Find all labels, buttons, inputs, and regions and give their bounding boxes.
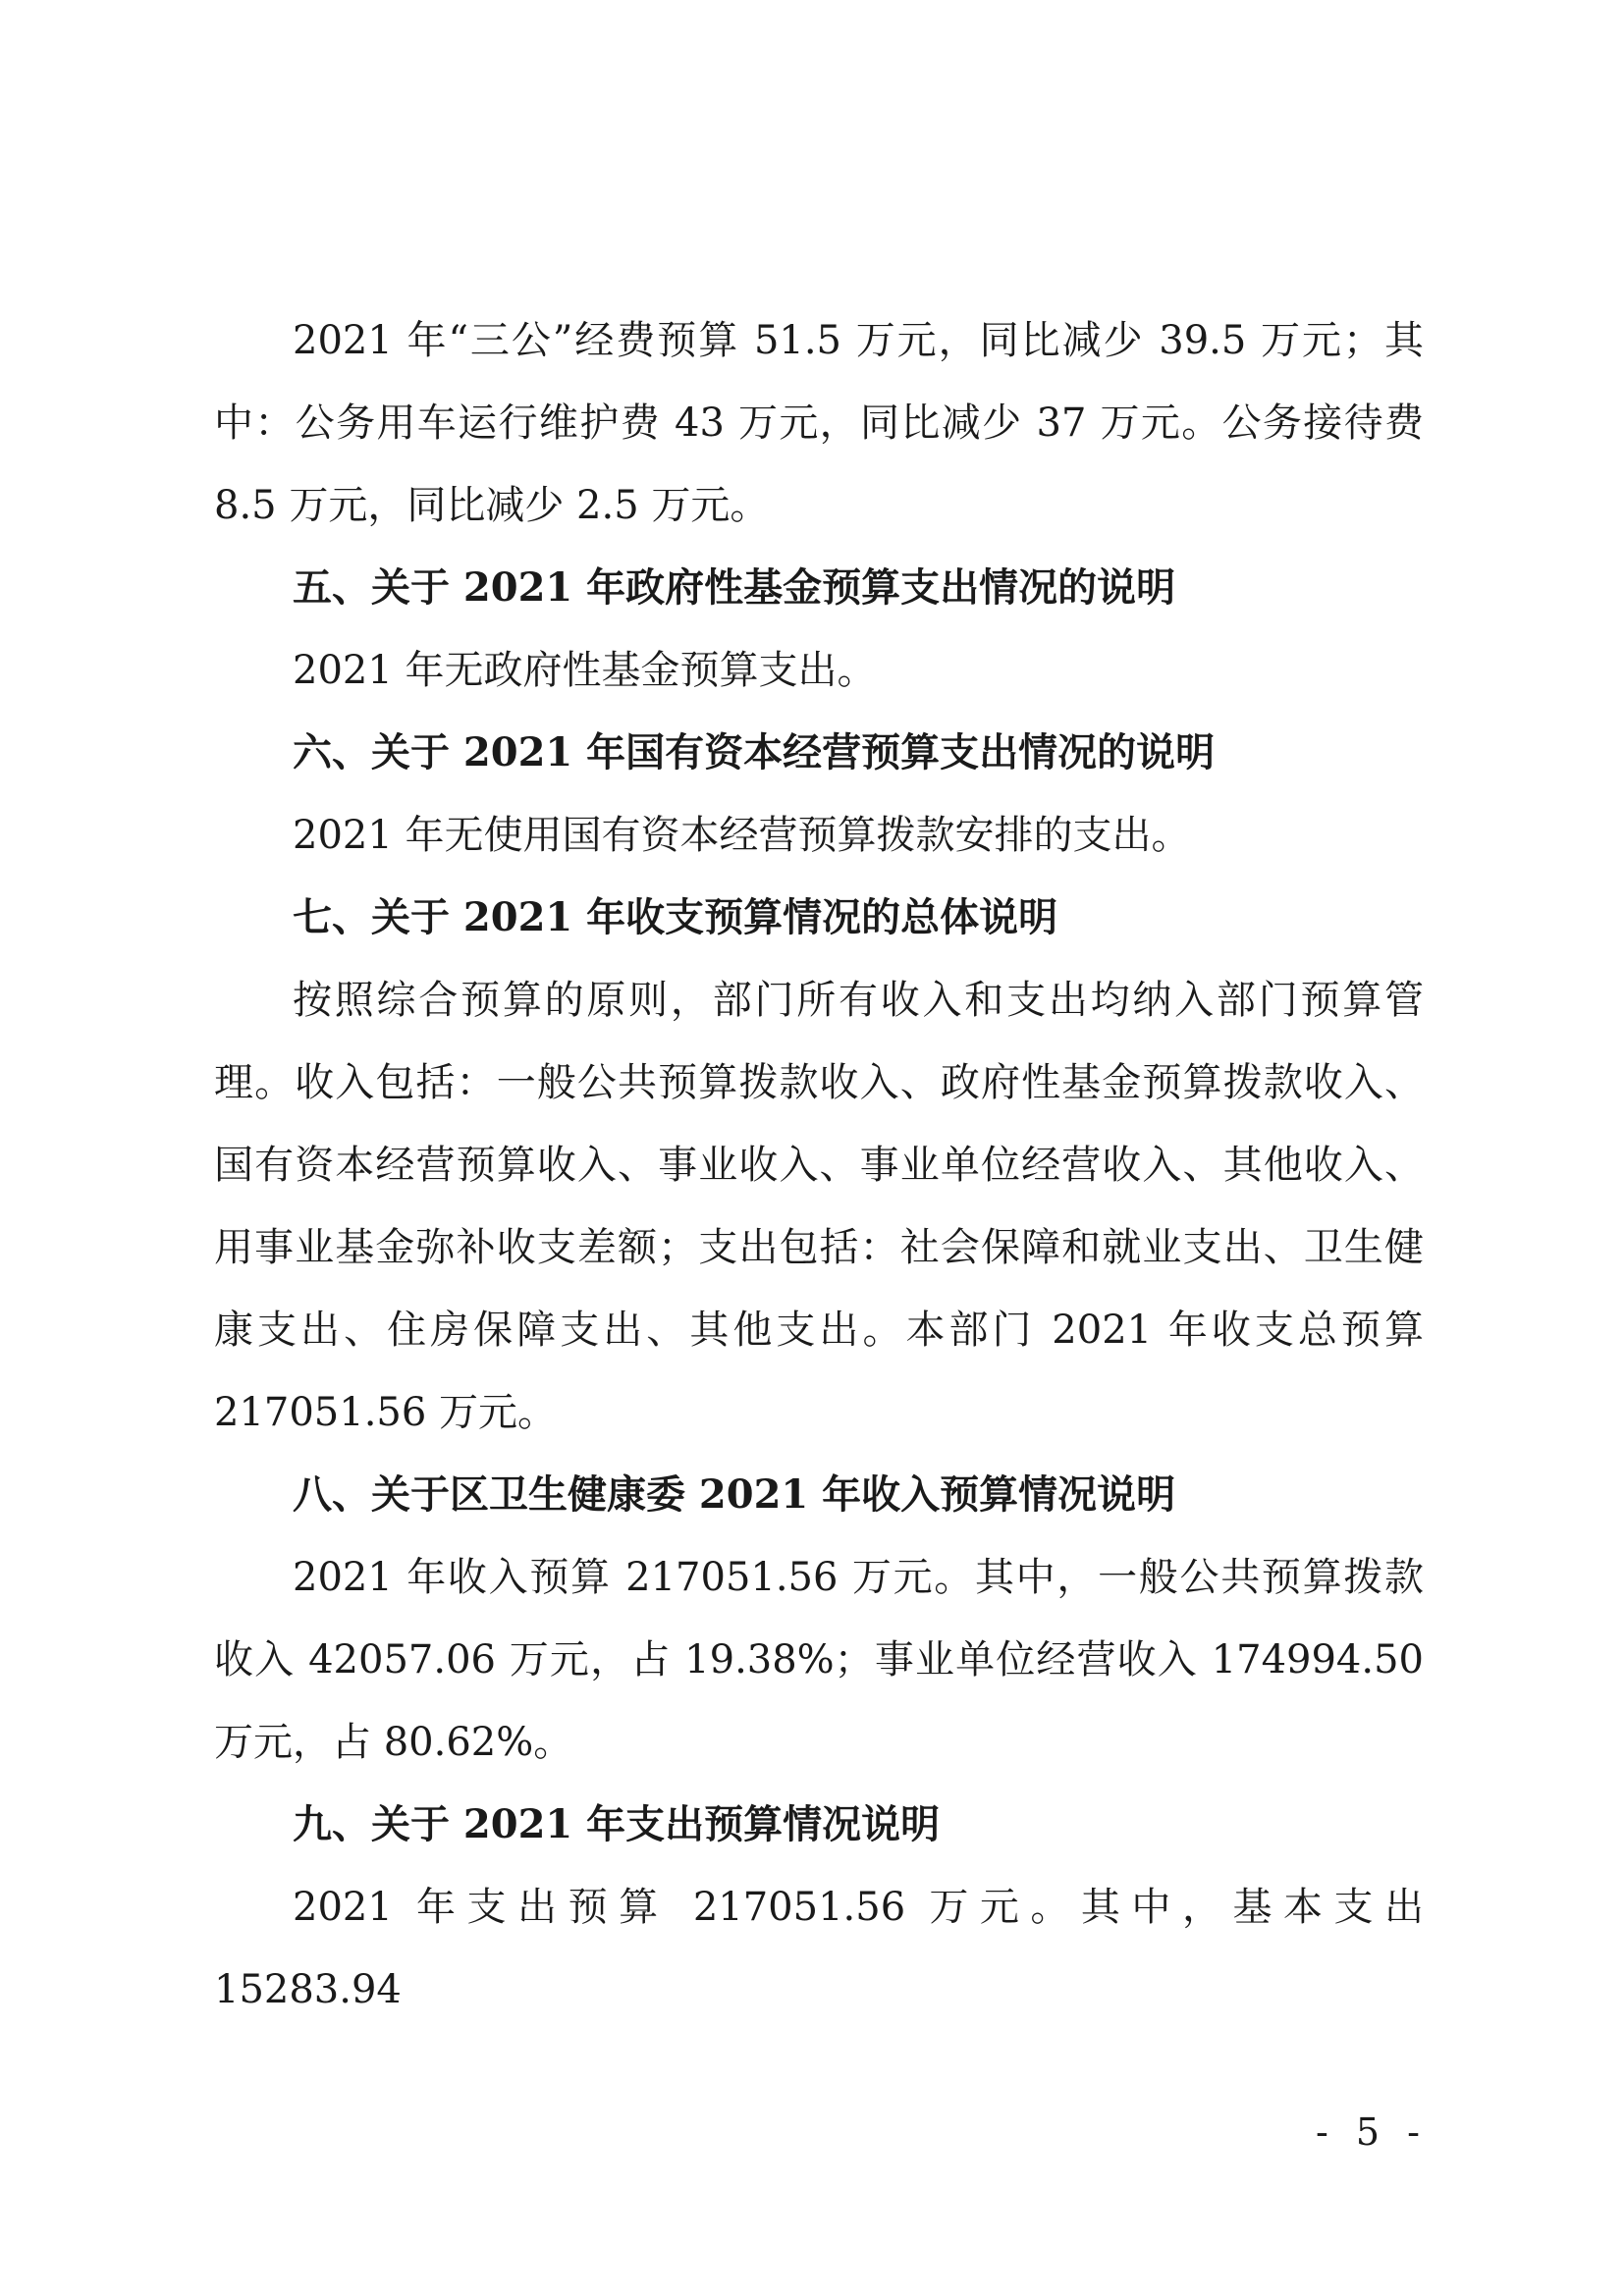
paragraph-expenditure-budget: 2021 年支出预算 217051.56 万元。其中，基本支出 15283.94 [214, 1885, 1424, 2012]
section-heading-8: 八、关于区卫生健康委 2021 年收入预算情况说明 [293, 1471, 1176, 1518]
section-heading-6: 六、关于 2021 年国有资本经营预算支出情况的说明 [293, 729, 1216, 775]
paragraph-government-fund: 2021 年无政府性基金预算支出。 [293, 648, 877, 693]
paragraph-state-capital: 2021 年无使用国有资本经营预算拨款安排的支出。 [293, 813, 1191, 858]
section-heading-7: 七、关于 2021 年收支预算情况的总体说明 [293, 894, 1058, 940]
section-heading-5: 五、关于 2021 年政府性基金预算支出情况的说明 [293, 564, 1176, 611]
page-number: - 5 - [1316, 2110, 1429, 2154]
paragraph-sangong-budget: 2021 年“三公”经费预算 51.5 万元，同比减少 39.5 万元；其中：公务用车运行维护费 43 万元，同比减少 37 万元。公务接待费 8.5 万元，同比减少 2.5 万元。 [214, 318, 1424, 528]
section-heading-9: 九、关于 2021 年支出预算情况说明 [293, 1801, 941, 1847]
paragraph-overall-budget: 按照综合预算的原则，部门所有收入和支出均纳入部门预算管理。收入包括：一般公共预算拨款收入、政府性基金预算拨款收入、国有资本经营预算收入、事业收入、事业单位经营收入、其他收入、用事业基金弥补收支差额；支出包括：社会保障和就业支出、卫生健康支出、住房保障支出、其他支出。本部门 2021 年收支总预算 217051.56 万元。 [214, 978, 1424, 1435]
paragraph-income-budget: 2021 年收入预算 217051.56 万元。其中，一般公共预算拨款收入 42057.06 万元，占 19.38%；事业单位经营收入 174994.50 万元，占 80.62%。 [214, 1555, 1424, 1765]
document-body [214, 299, 1424, 2031]
